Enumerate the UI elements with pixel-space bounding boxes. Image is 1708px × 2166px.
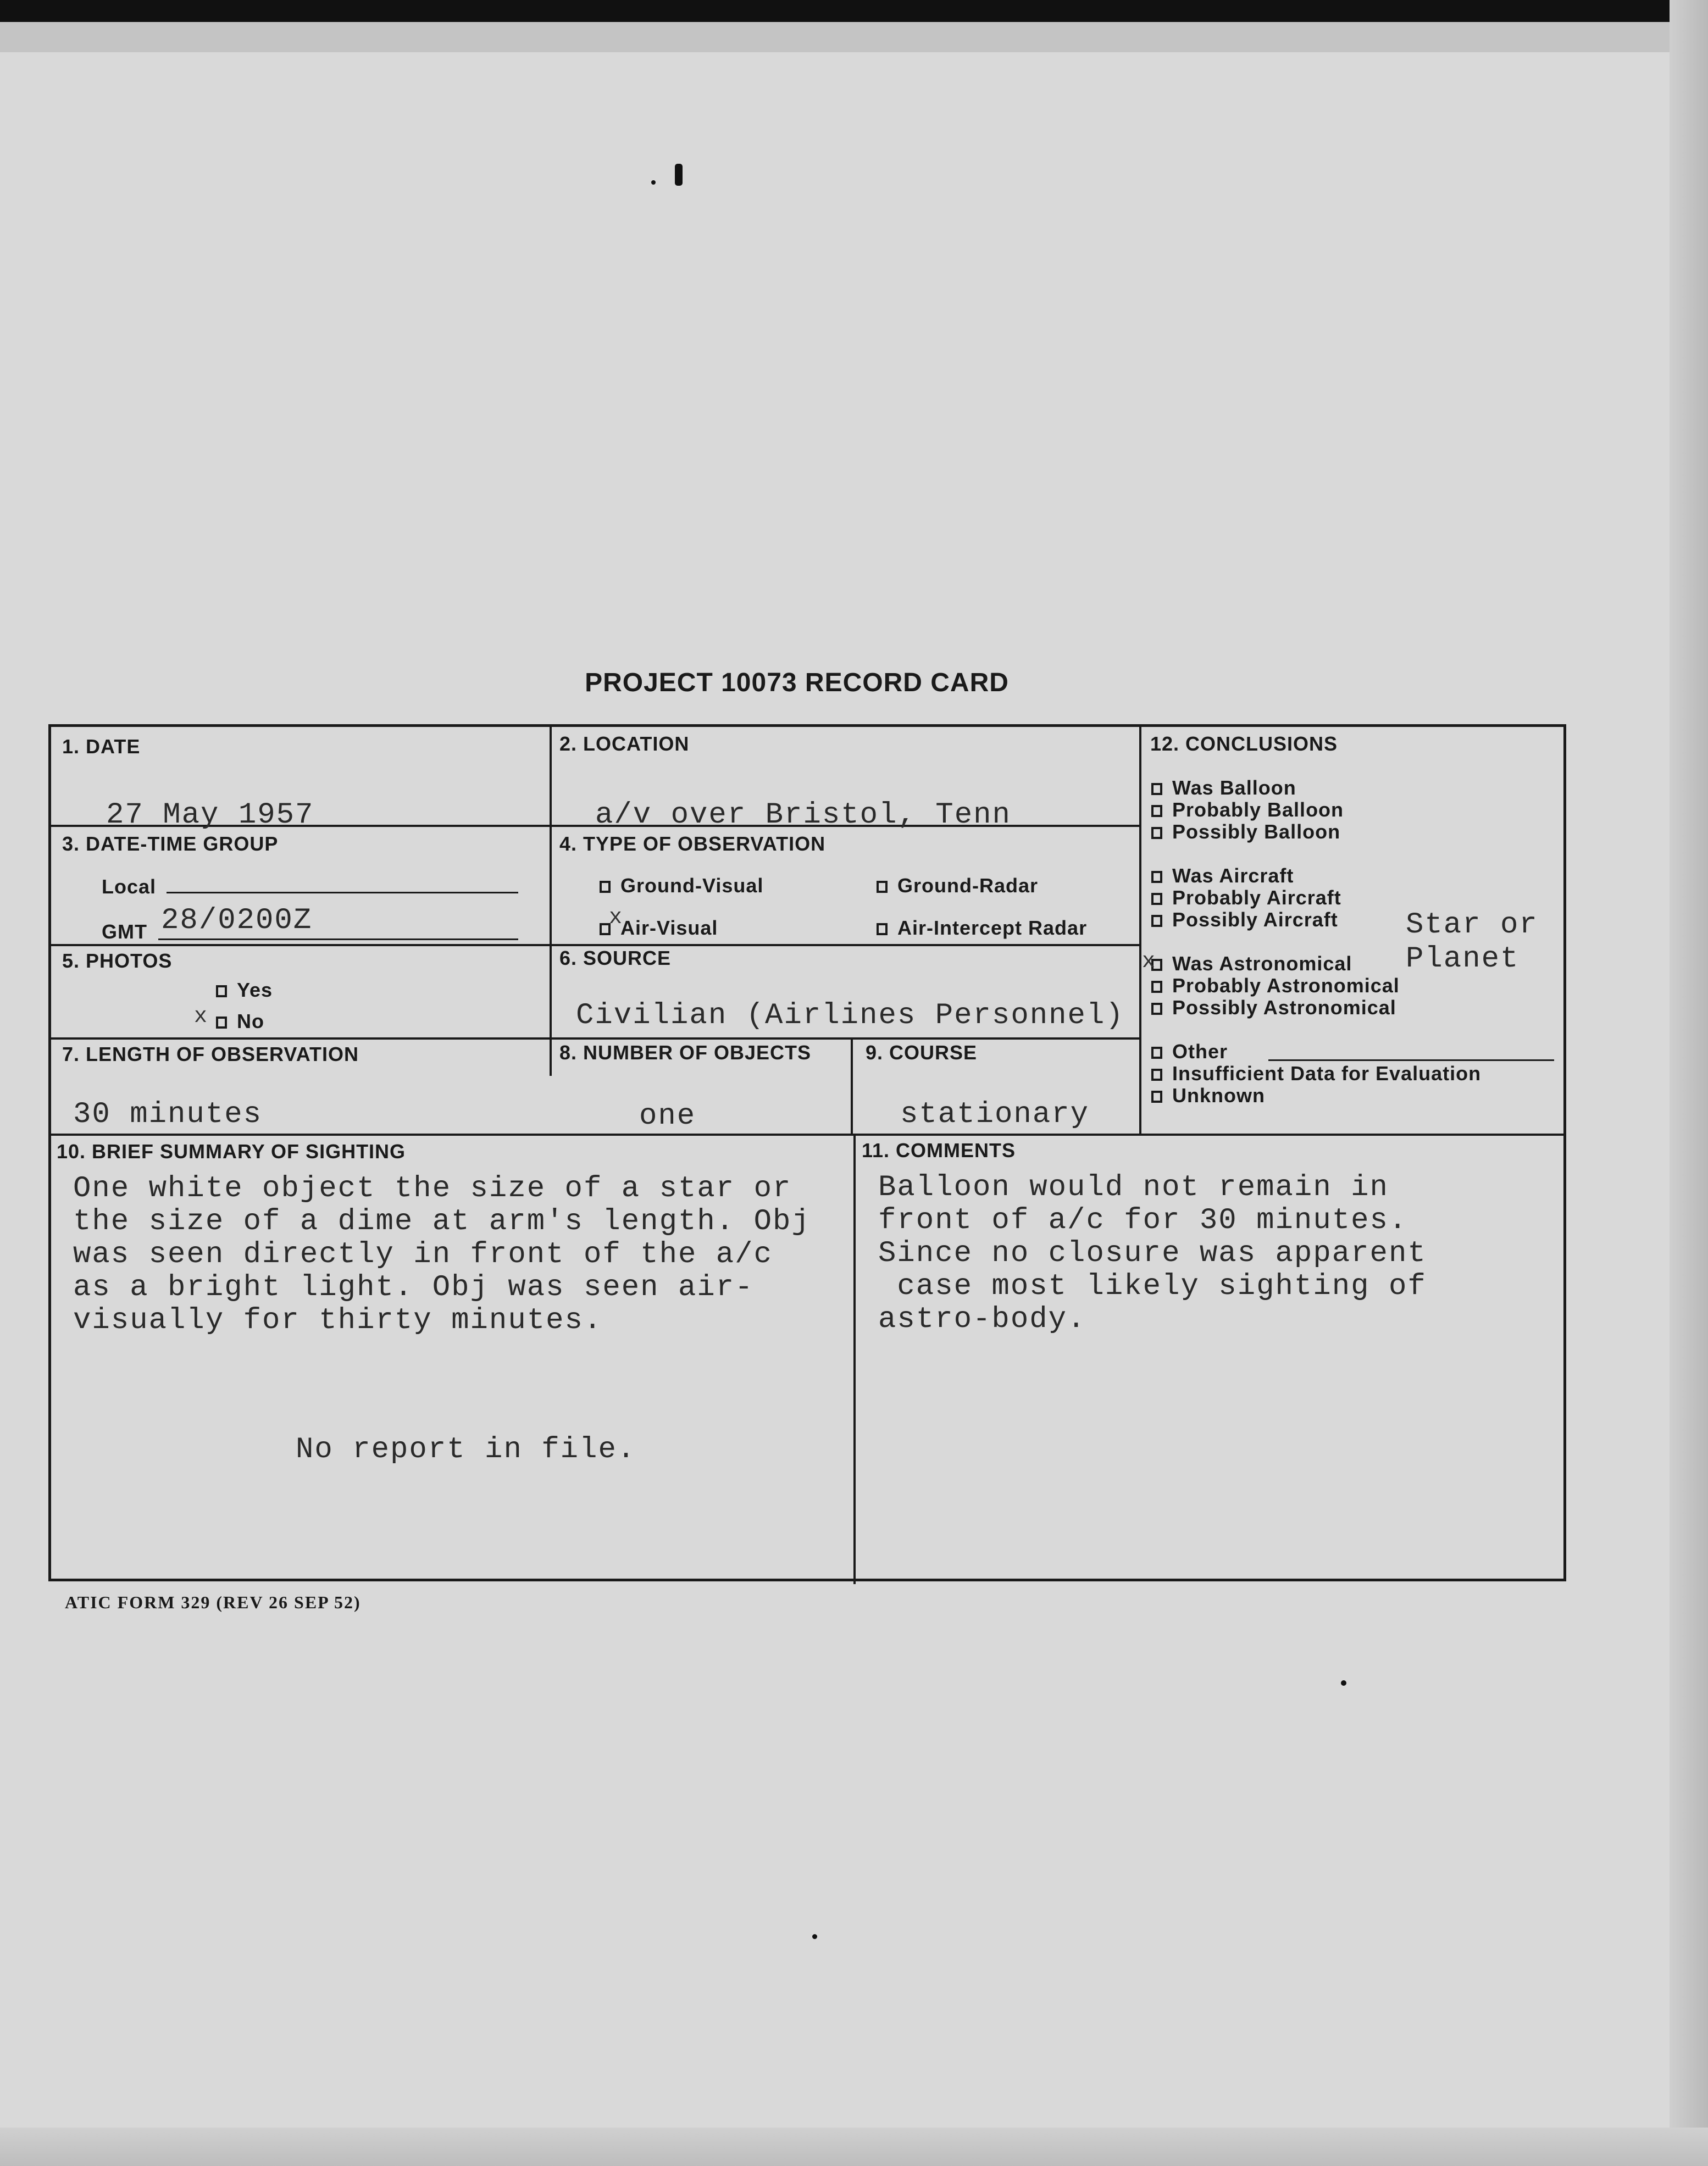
photos-no-mark: x <box>194 1004 208 1029</box>
conclusion-checkbox <box>1151 805 1162 817</box>
scan-edge-top <box>0 0 1708 22</box>
dtg-label: 3. DATE-TIME GROUP <box>62 832 279 855</box>
photos-label: 5. PHOTOS <box>62 949 173 972</box>
comments-line-1: Balloon would not remain in <box>878 1171 1389 1204</box>
conclusion-checkbox <box>1151 893 1162 905</box>
conclusion-checkbox <box>1151 1069 1162 1081</box>
course-value: stationary <box>900 1098 1090 1131</box>
conclusion-item-text: Unknown <box>1172 1084 1265 1107</box>
divider-h4 <box>51 1134 1566 1136</box>
scan-speck <box>812 1934 817 1939</box>
course-label: 9. COURSE <box>866 1041 978 1064</box>
num-objects-label: 8. NUMBER OF OBJECTS <box>559 1041 812 1064</box>
dtg-local-line <box>167 892 518 893</box>
photos-yes-text: Yes <box>237 979 273 1001</box>
date-value: 27 May 1957 <box>106 798 314 832</box>
conclusion-item <box>1151 974 1400 997</box>
card-title: PROJECT 10073 RECORD CARD <box>585 668 1009 697</box>
conclusion-checkbox <box>1151 1091 1162 1103</box>
conclusion-checkbox <box>1151 1003 1162 1015</box>
divider-v2 <box>1139 727 1141 1135</box>
type-obs-air-intercept <box>877 917 1087 940</box>
conclusion-item <box>1151 1084 1265 1107</box>
conclusion-item-text: Possibly Balloon <box>1172 820 1341 843</box>
comments-line-3: Since no closure was apparent <box>878 1237 1427 1270</box>
comments-line-2: front of a/c for 30 minutes. <box>878 1204 1408 1237</box>
comments-label: 11. COMMENTS <box>862 1139 1016 1162</box>
scan-speck <box>1341 1680 1346 1686</box>
photos-yes <box>216 979 273 1002</box>
air-visual-mark: x <box>609 906 623 930</box>
summary-line-5: visually for thirty minutes. <box>73 1304 603 1337</box>
comments-line-5: astro-body. <box>878 1303 1086 1336</box>
conclusion-checkbox <box>1151 1047 1162 1059</box>
type-obs-label: 4. TYPE OF OBSERVATION <box>559 832 826 855</box>
conclusion-item-text: Possibly Astronomical <box>1172 996 1396 1019</box>
conclusion-item <box>1151 886 1341 909</box>
conclusion-item <box>1151 1040 1228 1063</box>
dtg-local-label: Local <box>102 875 157 898</box>
scan-speck <box>675 164 683 186</box>
summary-line-4: as a bright light. Obj was seen air- <box>73 1271 754 1304</box>
type-obs-air-intercept-text: Air-Intercept Radar <box>897 917 1088 939</box>
location-label: 2. LOCATION <box>559 732 690 755</box>
date-label: 1. DATE <box>62 735 141 758</box>
location-value: a/v over Bristol, Tenn <box>595 798 1011 832</box>
scan-edge-right <box>1670 0 1708 2166</box>
conclusion-checkbox <box>1151 981 1162 993</box>
length-value: 30 minutes <box>73 1098 263 1131</box>
summary-label: 10. BRIEF SUMMARY OF SIGHTING <box>57 1140 406 1163</box>
conclusion-item-text: Possibly Aircraft <box>1172 908 1338 931</box>
summary-line-2: the size of a dime at arm's length. Obj <box>73 1205 811 1238</box>
checkbox-ground-visual <box>600 881 611 893</box>
conclusion-item-text: Probably Astronomical <box>1172 974 1400 997</box>
divider-v4 <box>853 1135 856 1584</box>
conclusion-item <box>1151 798 1344 821</box>
form-footer: ATIC FORM 329 (REV 26 SEP 52) <box>65 1592 361 1612</box>
conclusion-item-text: Insufficient Data for Evaluation <box>1172 1062 1482 1085</box>
comments-line-4: case most likely sighting of <box>878 1270 1427 1303</box>
checkbox-photos-no <box>216 1017 227 1029</box>
conclusions-note-1: Star or <box>1406 908 1538 942</box>
divider-h2 <box>51 944 1141 946</box>
summary-line-1: One white object the size of a star or <box>73 1172 792 1206</box>
conclusions-label: 12. CONCLUSIONS <box>1150 732 1338 755</box>
length-label: 7. LENGTH OF OBSERVATION <box>62 1043 359 1065</box>
summary-note: No report in file. <box>296 1433 636 1467</box>
photos-no-text: No <box>237 1010 264 1032</box>
conclusion-checkbox <box>1151 783 1162 795</box>
type-obs-air-visual-text: Air-Visual <box>620 917 718 939</box>
scan-speck <box>651 180 656 185</box>
conclusions-note-2: Planet <box>1406 942 1520 976</box>
conclusion-item <box>1151 776 1296 799</box>
conclusion-item <box>1151 820 1340 843</box>
conclusion-item-text: Was Astronomical <box>1172 952 1352 975</box>
conclusion-item-text: Probably Balloon <box>1172 798 1344 821</box>
source-label: 6. SOURCE <box>559 947 672 969</box>
conclusion-item-text: Other <box>1172 1040 1228 1063</box>
record-card <box>48 724 1566 1581</box>
divider-v1b <box>550 859 552 1076</box>
dtg-gmt-label: GMT <box>102 920 147 943</box>
scan-edge-bottom <box>0 2128 1708 2166</box>
checkbox-photos-yes <box>216 985 227 997</box>
conclusion-item-text: Was Aircraft <box>1172 864 1294 887</box>
photos-no <box>216 1010 264 1033</box>
num-objects-value: one <box>639 1099 696 1133</box>
conclusion-checkbox <box>1151 915 1162 927</box>
type-obs-ground-radar-text: Ground-Radar <box>897 874 1039 897</box>
scan-edge-band <box>0 22 1708 52</box>
divider-h3 <box>51 1037 1141 1040</box>
type-obs-ground-visual-text: Ground-Visual <box>620 874 764 897</box>
conclusion-checkbox <box>1151 871 1162 883</box>
conclusion-item-text: Was Balloon <box>1172 776 1296 799</box>
checkbox-air-intercept <box>877 923 888 935</box>
conclusion-item-text: Probably Aircraft <box>1172 886 1341 909</box>
type-obs-ground-visual <box>600 874 763 897</box>
conclusion-item <box>1151 952 1352 975</box>
type-obs-ground-radar <box>877 874 1038 897</box>
conclusion-item <box>1151 908 1338 931</box>
dtg-gmt-line <box>158 938 518 940</box>
conclusion-item <box>1151 1062 1481 1085</box>
conclusion-item <box>1151 864 1294 887</box>
divider-v3 <box>851 1037 853 1135</box>
checkbox-ground-radar <box>877 881 888 893</box>
source-value: Civilian (Airlines Personnel) <box>576 999 1124 1032</box>
divider-v1 <box>550 727 552 859</box>
other-underline <box>1268 1059 1554 1061</box>
summary-line-3: was seen directly in front of the a/c <box>73 1238 773 1271</box>
dtg-gmt-value: 28/0200Z <box>161 904 313 937</box>
astronomical-mark: x <box>1142 949 1156 974</box>
conclusion-checkbox <box>1151 827 1162 839</box>
conclusion-item <box>1151 996 1396 1019</box>
